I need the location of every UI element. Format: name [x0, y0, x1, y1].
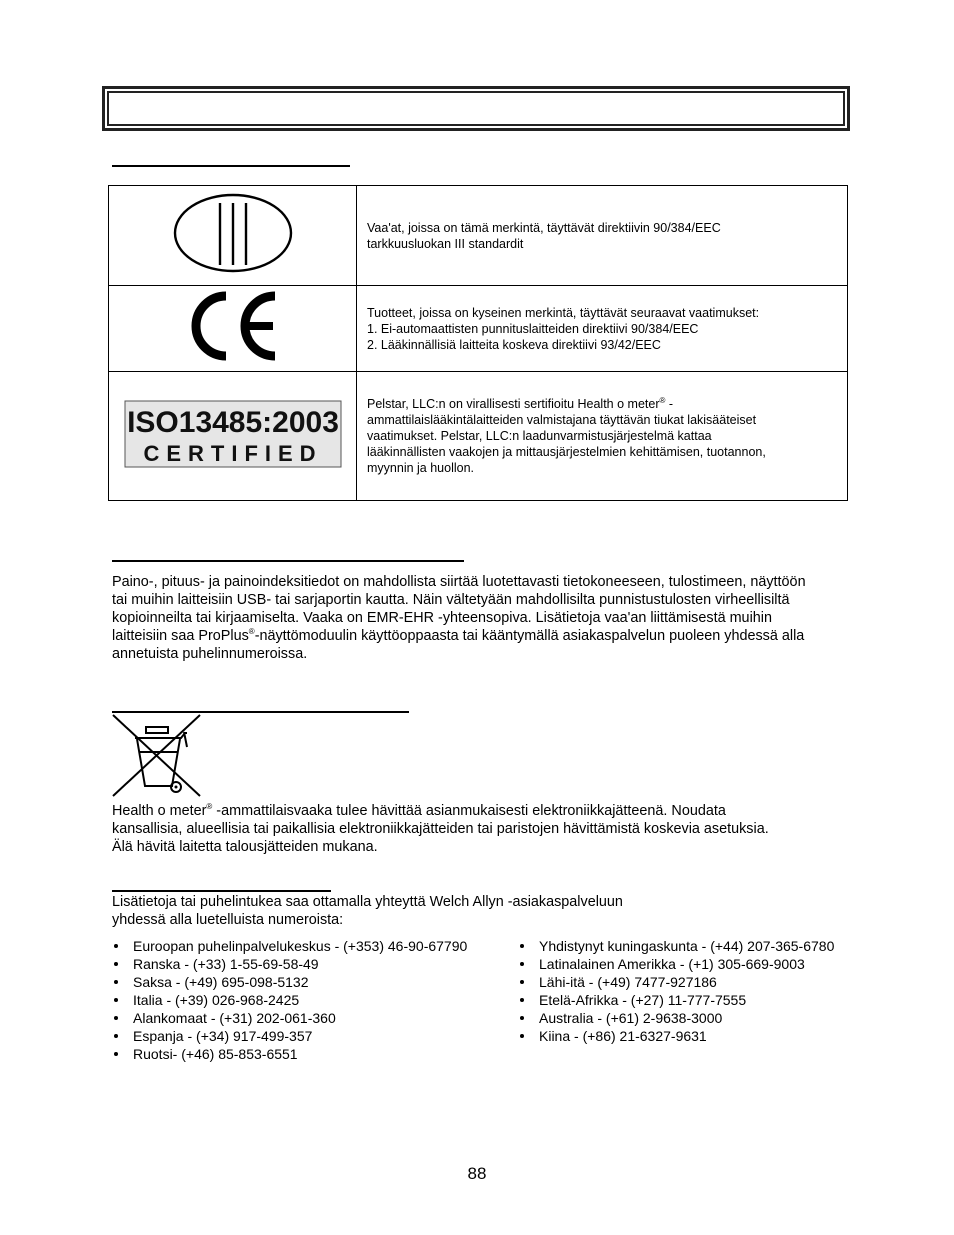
list-item: Etelä-Afrikka - (+27) 11-777-7555: [518, 991, 834, 1009]
section-rule-symbols: [112, 165, 350, 167]
list-item: Saksa - (+49) 695-098-5132: [112, 973, 467, 991]
list-item: Yhdistynyt kuningaskunta - (+44) 207-365-6780: [518, 937, 834, 955]
ce-description: [357, 286, 848, 372]
iso-badge-cell: [109, 372, 357, 501]
list-item: Ruotsi- (+46) 85-853-6551: [112, 1045, 467, 1063]
registered-mark: ®: [248, 627, 255, 637]
list-item: Espanja - (+34) 917-499-357: [112, 1027, 467, 1045]
text-segment: -ammattilaisvaaka tulee hävittää asianmukaisesti elektroniikkajätteenä. Noudata: [212, 803, 726, 819]
ce-mark-cell: [109, 286, 357, 372]
text-segment: laitteisiin saa ProPlus: [112, 628, 249, 644]
section-rule-connectivity: [112, 560, 464, 562]
class-iii-description: [357, 186, 848, 286]
text-line: 2. Lääkinnällisiä laitteita koskeva direktiivi 93/42/EEC: [367, 337, 661, 352]
text-line: lääkinnällisten vaakojen ja mittausjärjestelmien kehittämisen, tuotannon,: [367, 445, 766, 459]
text-line: ammattilaislääkintälaitteiden valmistajana täyttävän tiukat lakisääteiset: [367, 413, 757, 427]
registered-mark: ®: [659, 395, 666, 405]
list-item: Latinalainen Amerikka - (+1) 305-669-9003: [518, 955, 834, 973]
text-line: annetuista puhelinnumeroissa.: [112, 646, 308, 662]
contact-list-right: [518, 937, 834, 1045]
class-iii-mark-cell: [109, 186, 357, 286]
list-item: Ranska - (+33) 1-55-69-58-49: [112, 955, 467, 973]
iso-certified-badge-icon: [123, 399, 343, 469]
list-item: Italia - (+39) 026-968-2425: [112, 991, 467, 1009]
class-iii-oval-icon: [171, 191, 295, 275]
text-line: [112, 627, 872, 645]
text-line: tarkkuusluokan III standardit: [367, 236, 524, 251]
text-line: [112, 802, 872, 820]
contact-paragraph: [112, 893, 872, 929]
table-row: [109, 372, 848, 501]
list-item: Alankomaat - (+31) 202-061-360: [112, 1009, 467, 1027]
text-line: kopioinneilta tai kirjaamiselta. Vaaka on EMR-EHR -yhteensopiva. Lisätietoja vaa'an liittämisestä muihin: [112, 610, 772, 626]
text-line: myynnin ja huollon.: [367, 461, 475, 475]
text-line: [367, 396, 837, 412]
text-line: Paino-, pituus- ja painoindeksitiedot on mahdollista siirtää luotettavasti tietokoneeseen, tulostimeen, näyttöön: [112, 574, 806, 590]
text-segment: -näyttömoduulin käyttöoppaasta tai kääntymällä asiakaspalvelun puoleen yhdessä alla: [254, 628, 805, 644]
section-rule-contact: [112, 890, 331, 892]
badge-line-certified: CERTIFIED: [142, 440, 323, 466]
iso-description: [357, 372, 848, 501]
text-line: Lisätietoja tai puhelintukea saa ottamalla yhteyttä Welch Allyn -asiakaspalveluun: [112, 894, 623, 910]
registered-mark: ®: [206, 802, 213, 812]
text-line: tai muihin laitteisiin USB- tai sarjaportin kautta. Näin vältetyään mahdollisilta punnistustulosten virheellisiltä: [112, 592, 790, 608]
page-title-box: [102, 86, 850, 131]
text-segment: Pelstar, LLC:n on virallisesti sertifioitu Health o meter: [367, 397, 660, 411]
connectivity-paragraph: [112, 573, 872, 663]
text-segment: -: [665, 397, 674, 411]
table-row: [109, 286, 848, 372]
text-line: vaatimukset. Pelstar, LLC:n laadunvarmistusjärjestelmä kattaa: [367, 429, 712, 443]
crossed-out-wheelie-bin-icon: [112, 714, 204, 798]
list-item: Lähi-itä - (+49) 7477-927186: [518, 973, 834, 991]
badge-line-iso: ISO13485:2003: [126, 405, 339, 439]
section-rule-disposal: [112, 711, 409, 713]
list-item: Euroopan puhelinpalvelukeskus - (+353) 46-90-67790: [112, 937, 467, 955]
text-line: Vaa'at, joissa on tämä merkintä, täyttävät direktiivin 90/384/EEC: [367, 220, 721, 235]
list-item: Kiina - (+86) 21-6327-9631: [518, 1027, 834, 1045]
text-line: kansallisia, alueellisia tai paikallisia elektroniikkajätteiden tai paristojen hävittämistä koskevia asetuksia.: [112, 821, 769, 837]
text-line: 1. Ei-automaattisten punnituslaitteiden direktiivi 90/384/EEC: [367, 321, 699, 336]
ce-mark-icon: [177, 287, 289, 365]
text-segment: Health o meter: [112, 803, 207, 819]
contact-list-left: [112, 937, 467, 1063]
symbols-table: [108, 185, 848, 501]
text-line: Älä hävitä laitetta talousjätteiden mukana.: [112, 839, 378, 855]
disposal-paragraph: [112, 802, 872, 856]
text-line: yhdessä alla luetelluista numeroista:: [112, 912, 344, 928]
table-row: [109, 186, 848, 286]
text-line: Tuotteet, joissa on kyseinen merkintä, täyttävät seuraavat vaatimukset:: [367, 305, 760, 320]
list-item: Australia - (+61) 2-9638-3000: [518, 1009, 834, 1027]
page-number: 88: [467, 1164, 487, 1183]
